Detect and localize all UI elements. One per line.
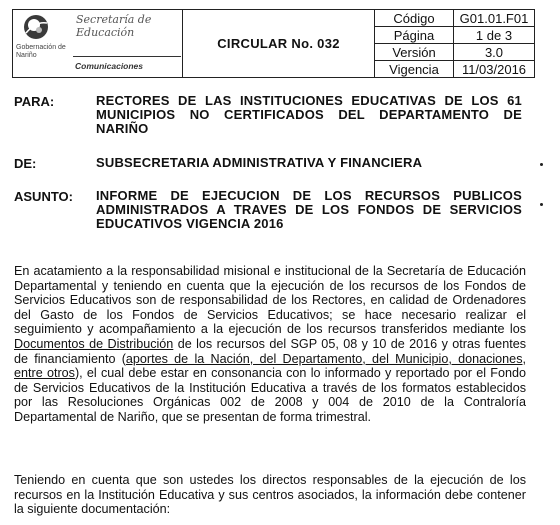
de-value: SUBSECRETARIA ADMINISTRATIVA Y FINANCIERA bbox=[96, 155, 423, 170]
document-header bbox=[12, 9, 535, 78]
asunto-label: ASUNTO: bbox=[14, 189, 73, 204]
meta-label-pagina: Página bbox=[375, 27, 454, 44]
comunicaciones-text: Comunicaciones bbox=[75, 61, 144, 71]
gobernacion-logo-icon bbox=[21, 13, 51, 41]
body-paragraph-2: Teniendo en cuenta que son ustedes los directos responsables de la ejecución de los recursos en la Institución Educativa y sus centros asociados, la información debe contener la siguiente documentación: bbox=[14, 473, 526, 517]
asunto-value: INFORME DE EJECUCION DE LOS RECURSOS PUBLICOS ADMINISTRADOS A TRAVES DE LOS FONDOS DE SERVICIOS EDUCATIVOS VIGENCIA 2016 bbox=[96, 188, 522, 231]
margin-mark bbox=[540, 163, 543, 166]
secretaria-text: Secretaría de Educación bbox=[76, 13, 152, 39]
meta-value-pagina: 1 de 3 bbox=[454, 27, 535, 44]
meta-label-version: Versión bbox=[375, 44, 454, 61]
para-value: RECTORES DE LAS INSTITUCIONES EDUCATIVAS DE LOS 61 MUNICIPIOS NO CERTIFICADOS DEL DEPARTAMENTO DE NARIÑO bbox=[96, 93, 522, 136]
meta-value-vigencia: 11/03/2016 bbox=[454, 61, 535, 78]
meta-value-version: 3.0 bbox=[454, 44, 535, 61]
logo-cell bbox=[13, 10, 183, 78]
meta-label-vigencia: Vigencia bbox=[375, 61, 454, 78]
gobernacion-text: Gobernación de Nariño bbox=[16, 44, 66, 59]
meta-value-codigo: G01.01.F01 bbox=[454, 10, 535, 27]
circular-title: CIRCULAR No. 032 bbox=[183, 10, 375, 78]
documentos-distribucion-text: Documentos de Distribución bbox=[14, 336, 174, 351]
meta-label-codigo: Código bbox=[375, 10, 454, 27]
aportes-text: aportes de la Nación, del Departamento, del Municipio, donaciones, entre otros bbox=[14, 351, 526, 381]
para-label: PARA: bbox=[14, 94, 55, 109]
margin-mark bbox=[540, 203, 543, 206]
de-label: DE: bbox=[14, 156, 37, 171]
body-paragraph-1: En acatamiento a la responsabilidad misional e institucional de la Secretaría de Educación Departamental y teniendo en cuenta que la ejecución de los recursos de los Fondos de Servicios Educativos son de responsabilidad de los Rectores, en calidad de Ordenadores del Gasto de los Fondos de Servicios Educativos; se hace necesario realizar el seguimiento y acompañamiento a la ejecución de los recursos transferidos mediante los Documentos de Distribución de los recursos del SGP 05, 08 y 10 de 2016 y otras fuentes de financiamiento (aportes de la Nación, del Departamento, del Municipio, donaciones, entre otros), el cual debe estar en consonancia con lo informado y reportado por el Fondo de Servicios Educativos de la Institución Educativa a través de los formatos establecidos por las Resoluciones Orgánicas 002 de 2008 y 004 de 2010 de la Contraloría Departamental de Nariño, que se presentan de forma trimestral. bbox=[14, 264, 526, 424]
